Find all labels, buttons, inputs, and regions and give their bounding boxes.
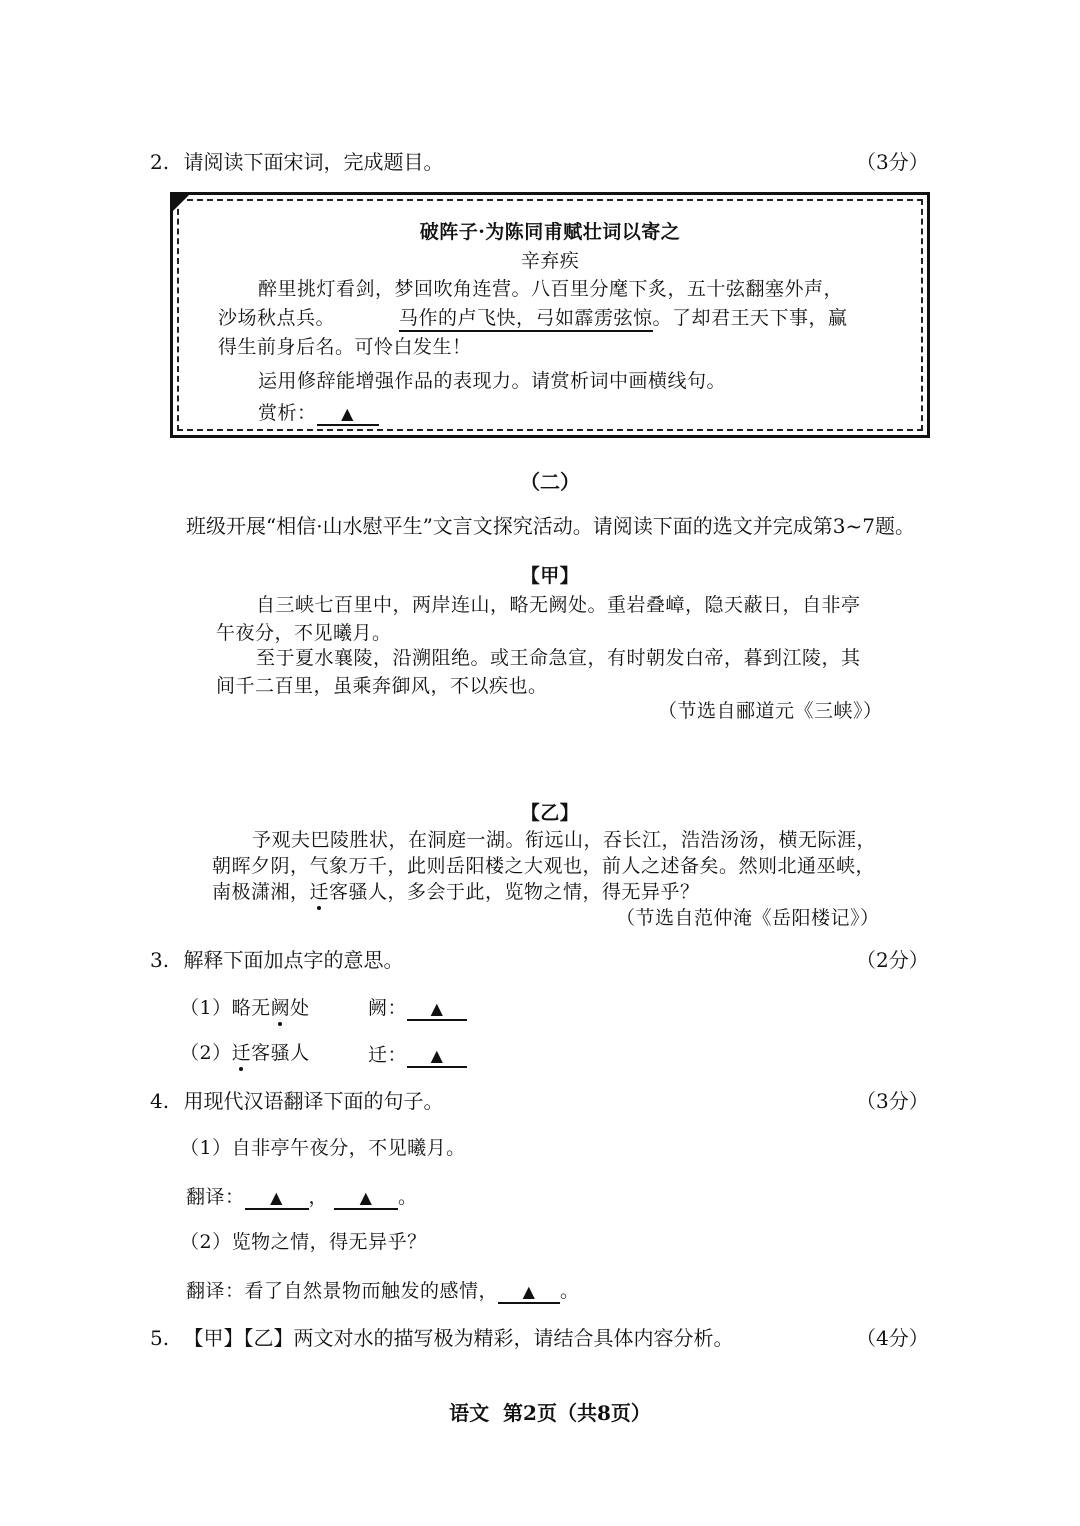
poem-line-2 <box>218 303 848 330</box>
answer-blank[interactable]: ▲ <box>245 1188 309 1210</box>
question-score: （3分） <box>856 1089 929 1113</box>
question-4 <box>150 1085 443 1114</box>
dotted-char: 迁 <box>309 881 330 903</box>
yi-line-1: 予观夫巴陵胜状，在洞庭一湖。衔远山，吞长江，浩浩汤汤，横无际涯， <box>252 829 877 851</box>
jia-line-4: 间千二百里，虽乘奔御风，不以疾也。 <box>216 675 548 697</box>
answer-blank[interactable]: ▲ <box>317 404 379 426</box>
q4-item-2: （2）览物之情，得无异乎？ <box>180 1231 427 1253</box>
jia-source: （节选自郦道元《三峡》） <box>658 700 883 722</box>
question-number: 2. <box>150 150 170 174</box>
question-2 <box>150 146 443 175</box>
item-label: （2） <box>180 1042 232 1064</box>
box-corner-decoration <box>170 192 192 214</box>
question-5 <box>150 1322 733 1351</box>
jia-label-row <box>0 561 1080 588</box>
poem-title-row <box>0 217 1080 244</box>
yi-text: 客骚人，多会于此，览物之情，得无异乎？ <box>329 881 700 903</box>
yi-line-3 <box>212 877 700 904</box>
answer-blank[interactable]: ▲ <box>334 1188 398 1210</box>
yi-line-2: 朝晖夕阴，气象万千，此则岳阳楼之大观也，前人之述备矣。然则北通巫峡， <box>212 855 876 877</box>
dotted-char: 迁 <box>231 1042 252 1064</box>
poem-line-3: 得生前身后名。可怜白发生！ <box>218 336 472 358</box>
poem-author: 辛弃疾 <box>520 250 580 272</box>
answer-blank[interactable]: ▲ <box>407 1046 467 1068</box>
appreciation-answer <box>258 398 379 426</box>
question-text: 请阅读下面宋词，完成题目。 <box>183 150 444 174</box>
page-footer: 语文 第2页（共8页） <box>449 1401 651 1425</box>
item-label: 处 <box>290 997 310 1019</box>
section-intro: 班级开展“相信·山水慰平生”文言文探究活动。请阅读下面的选文并完成第3~7题。 <box>186 514 916 538</box>
jia-text: 自三峡七百里中，两岸连山，略无阙处。重岩叠嶂，隐天蔽日，自非亭 <box>256 594 861 616</box>
jia-line-3: 至于夏水襄陵，沿溯阻绝。或王命急宣，有时朝发白帝，暮到江陵，其 <box>256 647 861 669</box>
punctuation: 。 <box>560 1280 580 1302</box>
poem-line-2-end: 。了却君王天下事，赢 <box>652 307 848 329</box>
question-text: 用现代汉语翻译下面的句子。 <box>183 1089 444 1113</box>
section-heading-row <box>0 466 1080 495</box>
yi-label: 【乙】 <box>520 802 580 824</box>
translate-label: 翻译： <box>186 1186 245 1208</box>
dotted-char: 阙 <box>270 997 291 1019</box>
question-score: （4分） <box>856 1326 929 1350</box>
question-text: 解释下面加点字的意思。 <box>183 948 404 972</box>
poem-author-row <box>0 246 1080 273</box>
poem-instruction: 运用修辞能增强作品的表现力。请赏析词中画横线句。 <box>258 370 727 392</box>
yi-label-row <box>0 798 1080 825</box>
jia-line-1 <box>256 590 861 617</box>
jia-line-2: 午夜分，不见曦月。 <box>216 622 392 644</box>
q4-item-1: （1）自非亭午夜分，不见曦月。 <box>180 1137 466 1159</box>
q4-translation-1 <box>186 1182 418 1210</box>
question-score: （2分） <box>856 948 929 972</box>
footer-row <box>0 1397 1080 1426</box>
answer-key: 阙： <box>368 997 408 1019</box>
question-number: 3. <box>150 948 170 972</box>
question-text: 【甲】【乙】两文对水的描写极为精彩，请结合具体内容分析。 <box>183 1326 734 1350</box>
answer-label: 赏析： <box>258 402 317 424</box>
q3-answer-2 <box>368 1040 467 1068</box>
q3-item-1 <box>180 993 310 1020</box>
poem-title: 破阵子·为陈同甫赋壮词以寄之 <box>419 221 681 243</box>
answer-key: 迁： <box>368 1044 408 1066</box>
punctuation: ， <box>308 1186 329 1208</box>
answer-blank[interactable]: ▲ <box>498 1282 560 1304</box>
q4-translation-2 <box>186 1276 580 1304</box>
question-number: 4. <box>150 1089 170 1113</box>
section-heading: （二） <box>520 470 580 494</box>
question-number: 5. <box>150 1326 170 1350</box>
poem-line-1: 醉里挑灯看剑，梦回吹角连营。八百里分麾下炙，五十弦翻塞外声， <box>258 278 844 300</box>
punctuation: 。 <box>398 1186 418 1208</box>
translate-label: 翻译：看了自然景物而触发的感情， <box>186 1280 499 1302</box>
underlined-sentence: 马作的卢飞快，弓如霹雳弦惊 <box>399 307 653 332</box>
item-label: （1）略无 <box>180 997 271 1019</box>
yi-source: （节选自范仲淹《岳阳楼记》） <box>616 907 880 929</box>
q3-answer-1 <box>368 993 467 1021</box>
item-label: 客骚人 <box>251 1042 310 1064</box>
jia-label: 【甲】 <box>520 565 580 587</box>
q3-item-2 <box>180 1038 310 1065</box>
yi-text: 南极潇湘， <box>212 881 310 903</box>
poem-line-2-start: 沙场秋点兵。 <box>218 307 336 329</box>
question-3 <box>150 944 403 973</box>
answer-blank[interactable]: ▲ <box>407 999 467 1021</box>
question-score: （3分） <box>856 150 929 174</box>
